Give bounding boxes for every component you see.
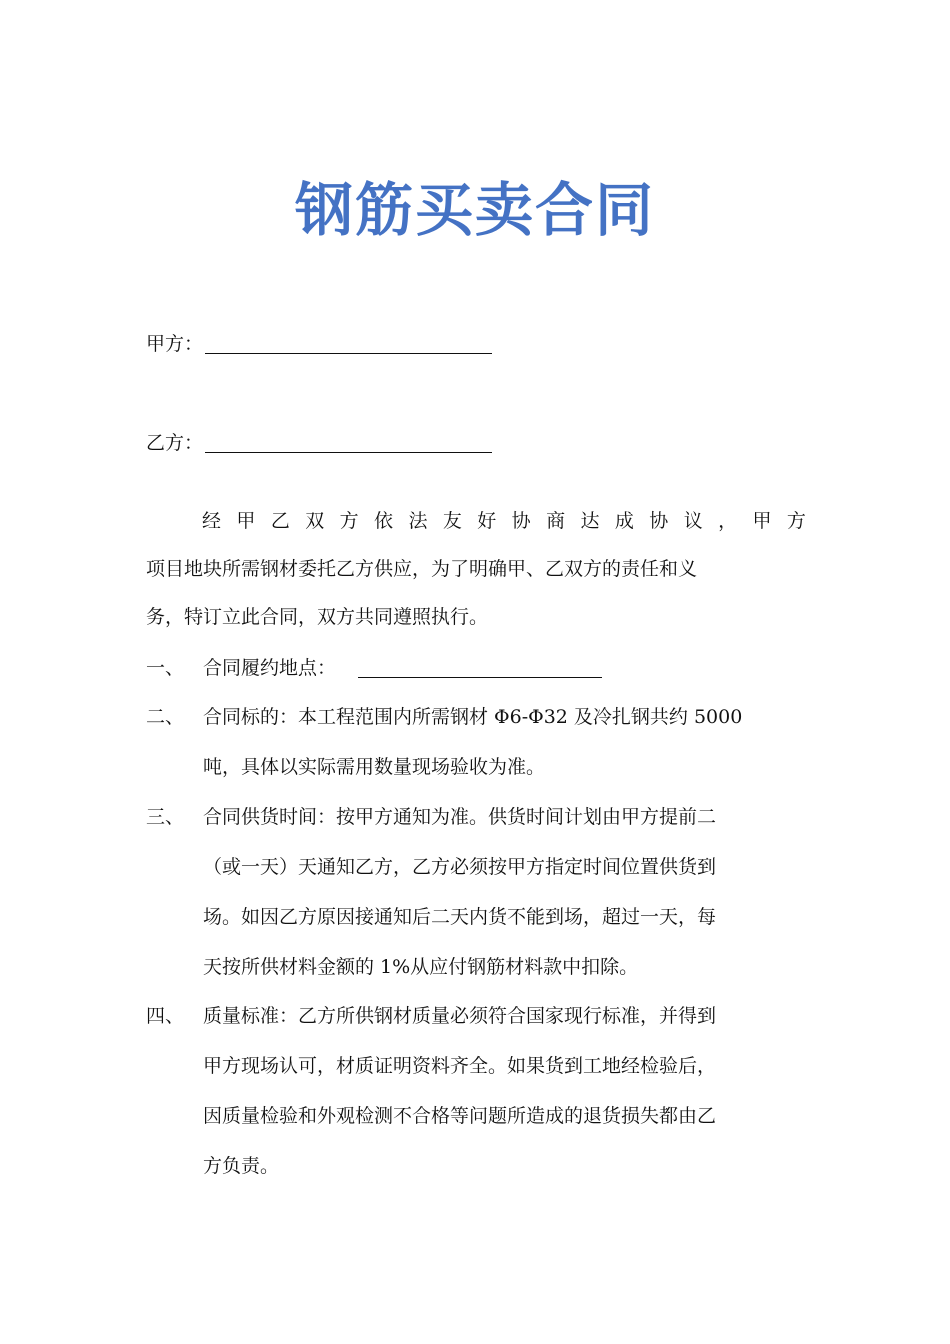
- party-a-label: 甲方：: [146, 333, 204, 355]
- intro-char: 商: [546, 510, 566, 532]
- party-b-blank: [205, 428, 492, 453]
- clause-line: 吨，具体以实际需用数量现场验收为准。: [203, 756, 546, 778]
- intro-char: 议: [683, 510, 703, 532]
- clause-line: 质量标准：乙方所供钢材质量必须符合国家现行标准，并得到: [203, 1005, 717, 1027]
- clause-line: 天按所供材料金额的 1%从应付钢筋材料款中扣除。: [203, 956, 639, 978]
- intro-char: 方: [339, 510, 359, 532]
- intro-char: 好: [477, 510, 497, 532]
- intro-paragraph: [146, 497, 806, 641]
- clause-line: 合同供货时间：按甲方通知为准。供货时间计划由甲方提前二: [203, 806, 717, 828]
- intro-char: 甲: [236, 510, 256, 532]
- clause-body: [203, 692, 806, 792]
- intro-line-1: [146, 497, 806, 545]
- intro-line-3: 务，特订立此合同，双方共同遵照执行。: [146, 606, 489, 628]
- intro-char: 法: [408, 510, 428, 532]
- clause-number: 四、: [146, 1005, 185, 1027]
- intro-char: 成: [614, 510, 634, 532]
- intro-char: 依: [374, 510, 394, 532]
- clause-body: [203, 643, 806, 693]
- document-title: 钢筋买卖合同: [294, 176, 655, 244]
- clause-text: 合同履约地点：: [203, 657, 337, 679]
- party-a-blank: [205, 329, 492, 354]
- party-b-label: 乙方：: [146, 432, 204, 454]
- clause-line: 因质量检验和外观检测不合格等问题所造成的退货损失都由乙: [203, 1105, 717, 1127]
- clause-line: 场。如因乙方原因接通知后二天内货不能到场，超过一天，每: [203, 906, 717, 928]
- clause-line: [203, 643, 806, 693]
- clause-number: 一、: [146, 657, 185, 679]
- party-a-line: [146, 329, 492, 359]
- clause-body: [203, 792, 806, 992]
- clause-line: （或一天）天通知乙方，乙方必须按甲方指定时间位置供货到: [203, 856, 717, 878]
- intro-char: ，: [718, 510, 738, 532]
- clause-body: [203, 991, 806, 1191]
- intro-char: 友: [442, 510, 462, 532]
- intro-line-2: 项目地块所需钢材委托乙方供应，为了明确甲、乙双方的责任和义: [146, 558, 698, 580]
- party-b-line: [146, 428, 492, 458]
- clause-number: 三、: [146, 806, 185, 828]
- intro-char: 达: [580, 510, 600, 532]
- intro-char: 双: [305, 510, 325, 532]
- intro-char: 乙: [270, 510, 290, 532]
- intro-char: 协: [511, 510, 531, 532]
- clause-line: 合同标的：本工程范围内所需钢材 Φ6-Φ32 及冷扎钢共约 5000: [203, 706, 743, 728]
- intro-char: 经: [202, 510, 222, 532]
- performance-location-blank: [358, 643, 602, 678]
- clause-line: 甲方现场认可，材质证明资料齐全。如果货到工地经检验后，: [203, 1055, 717, 1077]
- clause-number: 二、: [146, 706, 185, 728]
- intro-char: 甲: [752, 510, 772, 532]
- intro-char: 方: [786, 510, 806, 532]
- intro-char: 协: [649, 510, 669, 532]
- clause-line: 方负责。: [203, 1155, 280, 1177]
